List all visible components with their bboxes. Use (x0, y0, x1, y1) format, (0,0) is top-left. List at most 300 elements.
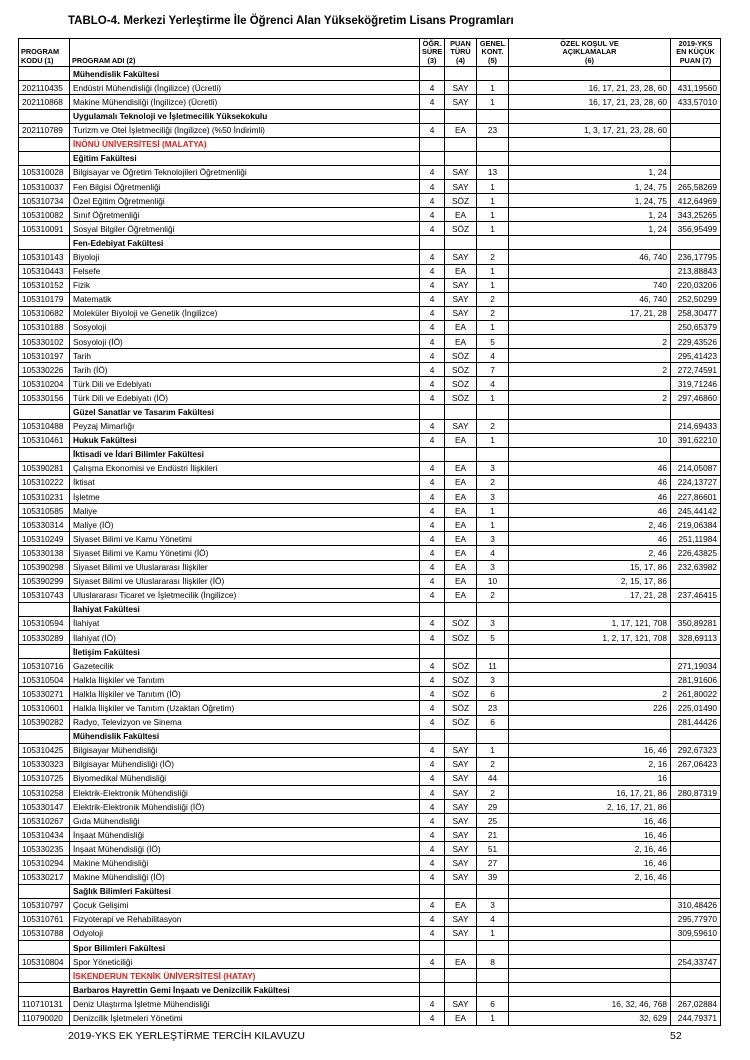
min-score-cell (671, 969, 721, 983)
notes-cell: 226 (509, 701, 671, 715)
score-type-cell: EA (445, 1011, 477, 1025)
university-row (19, 969, 721, 983)
table-row (19, 856, 721, 870)
table-row (19, 814, 721, 828)
table-row (19, 912, 721, 926)
table-header-row (19, 39, 721, 67)
table-row (19, 743, 721, 757)
program-code-cell: 105310091 (19, 222, 70, 236)
score-type-cell: SAY (445, 278, 477, 292)
score-type-cell: SAY (445, 912, 477, 926)
program-code-cell (19, 645, 70, 659)
program-name-cell: Barbaros Hayrettin Gemi İnşaatı ve Denizcilik Fakültesi (70, 983, 420, 997)
program-name-cell: Sınıf Öğretmenliği (70, 208, 420, 222)
program-name-cell: İnşaat Mühendisliği (İÖ) (70, 842, 420, 856)
program-code-cell (19, 109, 70, 123)
table-row (19, 701, 721, 715)
program-name-cell: Tarih (İÖ) (70, 363, 420, 377)
duration-cell (420, 729, 445, 743)
table-row (19, 518, 721, 532)
quota-cell: 1 (477, 179, 509, 193)
table-row (19, 898, 721, 912)
score-type-cell (445, 236, 477, 250)
min-score-cell: 267,06423 (671, 757, 721, 771)
program-code-cell: 105310188 (19, 320, 70, 334)
score-type-cell: EA (445, 588, 477, 602)
table-row (19, 490, 721, 504)
program-name-cell: Güzel Sanatlar ve Tasarım Fakültesi (70, 405, 420, 419)
page-number: 52 (670, 1030, 682, 1042)
notes-cell: 1, 17, 121, 708 (509, 616, 671, 630)
notes-cell: 16, 32, 46, 768 (509, 997, 671, 1011)
duration-cell: 4 (420, 560, 445, 574)
notes-cell (509, 926, 671, 940)
score-type-cell: EA (445, 955, 477, 969)
table-row (19, 179, 721, 193)
min-score-cell: 292,67323 (671, 743, 721, 757)
quota-cell: 1 (477, 95, 509, 109)
duration-cell (420, 67, 445, 81)
program-code-cell: 105390299 (19, 574, 70, 588)
program-code-cell: 105310682 (19, 306, 70, 320)
notes-cell: 46, 740 (509, 250, 671, 264)
notes-cell: 46, 740 (509, 292, 671, 306)
duration-cell (420, 236, 445, 250)
min-score-cell: 261,80022 (671, 687, 721, 701)
program-code-cell: 202110435 (19, 81, 70, 95)
score-type-cell: EA (445, 490, 477, 504)
notes-cell: 740 (509, 278, 671, 292)
program-code-cell (19, 884, 70, 898)
min-score-cell (671, 941, 721, 955)
duration-cell: 4 (420, 208, 445, 222)
duration-cell (420, 983, 445, 997)
table-row (19, 771, 721, 785)
program-name-cell: Çocuk Gelişimi (70, 898, 420, 912)
notes-cell: 2 (509, 687, 671, 701)
score-type-cell: EA (445, 574, 477, 588)
quota-cell: 1 (477, 194, 509, 208)
program-name-cell: Denizcilik İşletmeleri Yönetimi (70, 1011, 420, 1025)
min-score-cell (671, 165, 721, 179)
min-score-cell (671, 137, 721, 151)
min-score-cell: 295,41423 (671, 349, 721, 363)
program-code-cell: 105310197 (19, 349, 70, 363)
score-type-cell: SÖZ (445, 377, 477, 391)
page-title: TABLO-4. Merkezi Yerleştirme İle Öğrenci Alan Yükseköğretim Lisans Programları (68, 15, 514, 27)
score-type-cell: EA (445, 433, 477, 447)
min-score-cell: 237,46415 (671, 588, 721, 602)
program-code-cell: 105310231 (19, 490, 70, 504)
program-name-cell: İlahiyat (70, 616, 420, 630)
duration-cell: 4 (420, 250, 445, 264)
quota-cell: 3 (477, 490, 509, 504)
program-name-cell: İlahiyat (İÖ) (70, 630, 420, 644)
program-code-cell: 105310716 (19, 659, 70, 673)
quota-cell (477, 151, 509, 165)
notes-cell (509, 673, 671, 687)
score-type-cell: EA (445, 461, 477, 475)
program-code-cell: 105330217 (19, 870, 70, 884)
program-name-cell: Radyo, Televizyon ve Sinema (70, 715, 420, 729)
min-score-cell: 271,19034 (671, 659, 721, 673)
score-type-cell: SÖZ (445, 687, 477, 701)
score-type-cell: SAY (445, 926, 477, 940)
program-name-cell: Hukuk Fakültesi (70, 433, 420, 447)
min-score-cell (671, 109, 721, 123)
quota-cell: 10 (477, 574, 509, 588)
program-name-cell: Sosyal Bilgiler Öğretmenliği (70, 222, 420, 236)
duration-cell: 4 (420, 292, 445, 306)
score-type-cell (445, 645, 477, 659)
score-type-cell: SAY (445, 179, 477, 193)
table-row (19, 659, 721, 673)
program-name-cell: İktisat (70, 475, 420, 489)
program-code-cell: 105310761 (19, 912, 70, 926)
quota-cell: 3 (477, 532, 509, 546)
score-type-cell: SÖZ (445, 630, 477, 644)
program-name-cell: Halkla İlişkiler ve Tanıtım (70, 673, 420, 687)
min-score-cell: 220,03206 (671, 278, 721, 292)
notes-cell: 2 (509, 391, 671, 405)
duration-cell: 4 (420, 687, 445, 701)
program-code-cell: 105310504 (19, 673, 70, 687)
duration-cell: 4 (420, 475, 445, 489)
program-name-cell: Halkla İlişkiler ve Tanıtım (İÖ) (70, 687, 420, 701)
score-type-cell: EA (445, 560, 477, 574)
score-type-cell: SÖZ (445, 659, 477, 673)
min-score-cell (671, 870, 721, 884)
program-code-cell: 105330289 (19, 630, 70, 644)
duration-cell: 4 (420, 490, 445, 504)
score-type-cell: SÖZ (445, 349, 477, 363)
min-score-cell: 244,79371 (671, 1011, 721, 1025)
program-code-cell (19, 447, 70, 461)
duration-cell: 4 (420, 264, 445, 278)
duration-cell: 4 (420, 630, 445, 644)
min-score-cell (671, 842, 721, 856)
notes-cell: 46 (509, 532, 671, 546)
notes-cell (509, 941, 671, 955)
notes-cell: 2, 16, 46 (509, 870, 671, 884)
table-row (19, 757, 721, 771)
notes-cell (509, 67, 671, 81)
duration-cell: 4 (420, 194, 445, 208)
quota-cell (477, 983, 509, 997)
quota-cell (477, 602, 509, 616)
program-code-cell: 105310204 (19, 377, 70, 391)
duration-cell (420, 969, 445, 983)
table-row (19, 997, 721, 1011)
notes-cell (509, 405, 671, 419)
table-row (19, 391, 721, 405)
table-row (19, 715, 721, 729)
program-code-cell: 202110868 (19, 95, 70, 109)
table-row (19, 419, 721, 433)
score-type-cell: EA (445, 898, 477, 912)
program-name-cell: Türk Dili ve Edebiyatı (70, 377, 420, 391)
min-score-cell: 254,33747 (671, 955, 721, 969)
score-type-cell: SAY (445, 81, 477, 95)
quota-cell: 11 (477, 659, 509, 673)
duration-cell: 4 (420, 335, 445, 349)
program-code-cell (19, 941, 70, 955)
program-code-cell: 105310488 (19, 419, 70, 433)
score-type-cell: SAY (445, 165, 477, 179)
program-name-cell: Fizik (70, 278, 420, 292)
notes-cell: 2 (509, 335, 671, 349)
table-row (19, 292, 721, 306)
quota-cell: 1 (477, 504, 509, 518)
program-code-cell (19, 67, 70, 81)
duration-cell: 4 (420, 179, 445, 193)
notes-cell (509, 109, 671, 123)
faculty-row (19, 109, 721, 123)
notes-cell: 16, 17, 21, 86 (509, 786, 671, 800)
score-type-cell (445, 983, 477, 997)
program-name-cell: Çalışma Ekonomisi ve Endüstri İlişkileri (70, 461, 420, 475)
program-name-cell: Matematik (70, 292, 420, 306)
duration-cell: 4 (420, 814, 445, 828)
score-type-cell (445, 969, 477, 983)
duration-cell: 4 (420, 870, 445, 884)
duration-cell: 4 (420, 997, 445, 1011)
duration-cell: 4 (420, 377, 445, 391)
table-row (19, 335, 721, 349)
duration-cell (420, 151, 445, 165)
program-name-cell: Endüstri Mühendisliği (İngilizce) (Ücretli) (70, 81, 420, 95)
program-name-cell: İletişim Fakültesi (70, 645, 420, 659)
min-score-cell (671, 447, 721, 461)
min-score-cell (671, 884, 721, 898)
quota-cell: 29 (477, 800, 509, 814)
notes-cell (509, 659, 671, 673)
table-row (19, 95, 721, 109)
table-row (19, 532, 721, 546)
score-type-cell: EA (445, 518, 477, 532)
notes-cell (509, 151, 671, 165)
faculty-row (19, 236, 721, 250)
notes-cell: 2, 16 (509, 757, 671, 771)
quota-cell (477, 137, 509, 151)
duration-cell: 4 (420, 898, 445, 912)
table-row (19, 687, 721, 701)
score-type-cell (445, 941, 477, 955)
header-notes: ÖZEL KOŞUL VE AÇIKLAMALAR (6) (509, 39, 671, 67)
faculty-row (19, 941, 721, 955)
score-type-cell: SÖZ (445, 673, 477, 687)
program-name-cell: Siyaset Bilimi ve Uluslararası İlişkiler (70, 560, 420, 574)
score-type-cell: SÖZ (445, 616, 477, 630)
duration-cell: 4 (420, 701, 445, 715)
program-name-cell: İnşaat Mühendisliği (70, 828, 420, 842)
program-code-cell: 105330226 (19, 363, 70, 377)
notes-cell: 15, 17, 86 (509, 560, 671, 574)
score-type-cell: SÖZ (445, 701, 477, 715)
notes-cell: 1, 3, 17, 21, 23, 28, 60 (509, 123, 671, 137)
quota-cell: 23 (477, 123, 509, 137)
program-name-cell: Siyaset Bilimi ve Uluslararası İlişkiler (İÖ) (70, 574, 420, 588)
table-row (19, 786, 721, 800)
program-code-cell: 105330323 (19, 757, 70, 771)
min-score-cell: 309,59610 (671, 926, 721, 940)
notes-cell: 46 (509, 504, 671, 518)
program-name-cell: Siyaset Bilimi ve Kamu Yönetimi (İÖ) (70, 546, 420, 560)
score-type-cell: SAY (445, 306, 477, 320)
score-type-cell (445, 137, 477, 151)
program-name-cell: Maliye (70, 504, 420, 518)
program-name-cell: Elektrik-Elektronik Mühendisliği (İÖ) (70, 800, 420, 814)
program-code-cell: 105310443 (19, 264, 70, 278)
notes-cell: 16, 17, 21, 23, 28, 60 (509, 81, 671, 95)
quota-cell: 25 (477, 814, 509, 828)
program-code-cell: 105310594 (19, 616, 70, 630)
min-score-cell: 350,89281 (671, 616, 721, 630)
quota-cell: 2 (477, 757, 509, 771)
program-name-cell: Deniz Ulaştırma İşletme Mühendisliği (70, 997, 420, 1011)
program-name-cell: Spor Bilimleri Fakültesi (70, 941, 420, 955)
duration-cell: 4 (420, 278, 445, 292)
quota-cell (477, 67, 509, 81)
program-name-cell: İlahiyat Fakültesi (70, 602, 420, 616)
score-type-cell: EA (445, 504, 477, 518)
notes-cell: 1, 24, 75 (509, 179, 671, 193)
program-name-cell: Uluslararası Ticaret ve İşletmecilik (İngilizce) (70, 588, 420, 602)
program-name-cell: Sağlık Bilimleri Fakültesi (70, 884, 420, 898)
min-score-cell: 251,11984 (671, 532, 721, 546)
min-score-cell: 236,17795 (671, 250, 721, 264)
program-code-cell: 202110789 (19, 123, 70, 137)
program-code-cell: 105330138 (19, 546, 70, 560)
table-row (19, 377, 721, 391)
quota-cell: 44 (477, 771, 509, 785)
quota-cell: 1 (477, 391, 509, 405)
program-name-cell: Özel Eğitim Öğretmenliği (70, 194, 420, 208)
notes-cell: 46 (509, 461, 671, 475)
table-row (19, 828, 721, 842)
table-row (19, 222, 721, 236)
notes-cell (509, 320, 671, 334)
score-type-cell: EA (445, 532, 477, 546)
duration-cell (420, 447, 445, 461)
table-row (19, 955, 721, 969)
program-code-cell: 105310743 (19, 588, 70, 602)
table-row (19, 673, 721, 687)
score-type-cell (445, 447, 477, 461)
quota-cell: 4 (477, 546, 509, 560)
min-score-cell (671, 405, 721, 419)
program-name-cell: Tarih (70, 349, 420, 363)
score-type-cell: SÖZ (445, 363, 477, 377)
score-type-cell (445, 151, 477, 165)
faculty-row (19, 884, 721, 898)
program-code-cell: 105310725 (19, 771, 70, 785)
program-name-cell: Mühendislik Fakültesi (70, 729, 420, 743)
program-name-cell: Fizyoterapi ve Rehabilitasyon (70, 912, 420, 926)
duration-cell: 4 (420, 616, 445, 630)
faculty-row (19, 67, 721, 81)
quota-cell: 6 (477, 687, 509, 701)
quota-cell: 3 (477, 898, 509, 912)
table-row (19, 926, 721, 940)
program-code-cell: 105390298 (19, 560, 70, 574)
min-score-cell: 227,86601 (671, 490, 721, 504)
notes-cell: 2, 15, 17, 86 (509, 574, 671, 588)
min-score-cell (671, 828, 721, 842)
min-score-cell: 281,44426 (671, 715, 721, 729)
program-name-cell: Sosyoloji (70, 320, 420, 334)
quota-cell: 1 (477, 1011, 509, 1025)
duration-cell: 4 (420, 165, 445, 179)
min-score-cell: 267,02884 (671, 997, 721, 1011)
min-score-cell: 252,50299 (671, 292, 721, 306)
program-code-cell (19, 729, 70, 743)
program-name-cell: Moleküler Biyoloji ve Genetik (İngilizce) (70, 306, 420, 320)
notes-cell: 32, 629 (509, 1011, 671, 1025)
table-row (19, 842, 721, 856)
program-code-cell: 105330314 (19, 518, 70, 532)
min-score-cell: 433,57010 (671, 95, 721, 109)
program-code-cell: 105390281 (19, 461, 70, 475)
score-type-cell (445, 729, 477, 743)
table-row (19, 475, 721, 489)
score-type-cell (445, 405, 477, 419)
program-name-cell: Gıda Mühendisliği (70, 814, 420, 828)
program-code-cell: 105310028 (19, 165, 70, 179)
quota-cell: 1 (477, 518, 509, 532)
table-row (19, 349, 721, 363)
duration-cell (420, 884, 445, 898)
duration-cell: 4 (420, 391, 445, 405)
score-type-cell: SAY (445, 842, 477, 856)
duration-cell: 4 (420, 1011, 445, 1025)
table-body (19, 67, 721, 1025)
program-code-cell: 105310461 (19, 433, 70, 447)
table-row (19, 306, 721, 320)
duration-cell: 4 (420, 743, 445, 757)
quota-cell (477, 729, 509, 743)
program-name-cell: İktisadi ve İdari Bilimler Fakültesi (70, 447, 420, 461)
notes-cell: 16, 46 (509, 814, 671, 828)
notes-cell: 1, 2, 17, 121, 708 (509, 630, 671, 644)
score-type-cell: EA (445, 475, 477, 489)
min-score-cell (671, 729, 721, 743)
score-type-cell: SAY (445, 419, 477, 433)
min-score-cell (671, 645, 721, 659)
quota-cell: 2 (477, 292, 509, 306)
faculty-row (19, 983, 721, 997)
quota-cell (477, 447, 509, 461)
quota-cell: 6 (477, 715, 509, 729)
header-name: PROGRAM ADI (2) (70, 39, 420, 67)
score-type-cell: SAY (445, 757, 477, 771)
faculty-row (19, 447, 721, 461)
program-code-cell (19, 137, 70, 151)
notes-cell: 16, 46 (509, 856, 671, 870)
notes-cell: 1, 24 (509, 165, 671, 179)
score-type-cell: SÖZ (445, 715, 477, 729)
quota-cell: 1 (477, 278, 509, 292)
duration-cell (420, 109, 445, 123)
duration-cell: 4 (420, 786, 445, 800)
min-score-cell: 214,05087 (671, 461, 721, 475)
table-row (19, 574, 721, 588)
university-row (19, 137, 721, 151)
min-score-cell: 412,64969 (671, 194, 721, 208)
program-name-cell: Maliye (İÖ) (70, 518, 420, 532)
notes-cell (509, 645, 671, 659)
program-name-cell: Turizm ve Otel İşletmeciliği (İngilizce) (%50 İndirimli) (70, 123, 420, 137)
